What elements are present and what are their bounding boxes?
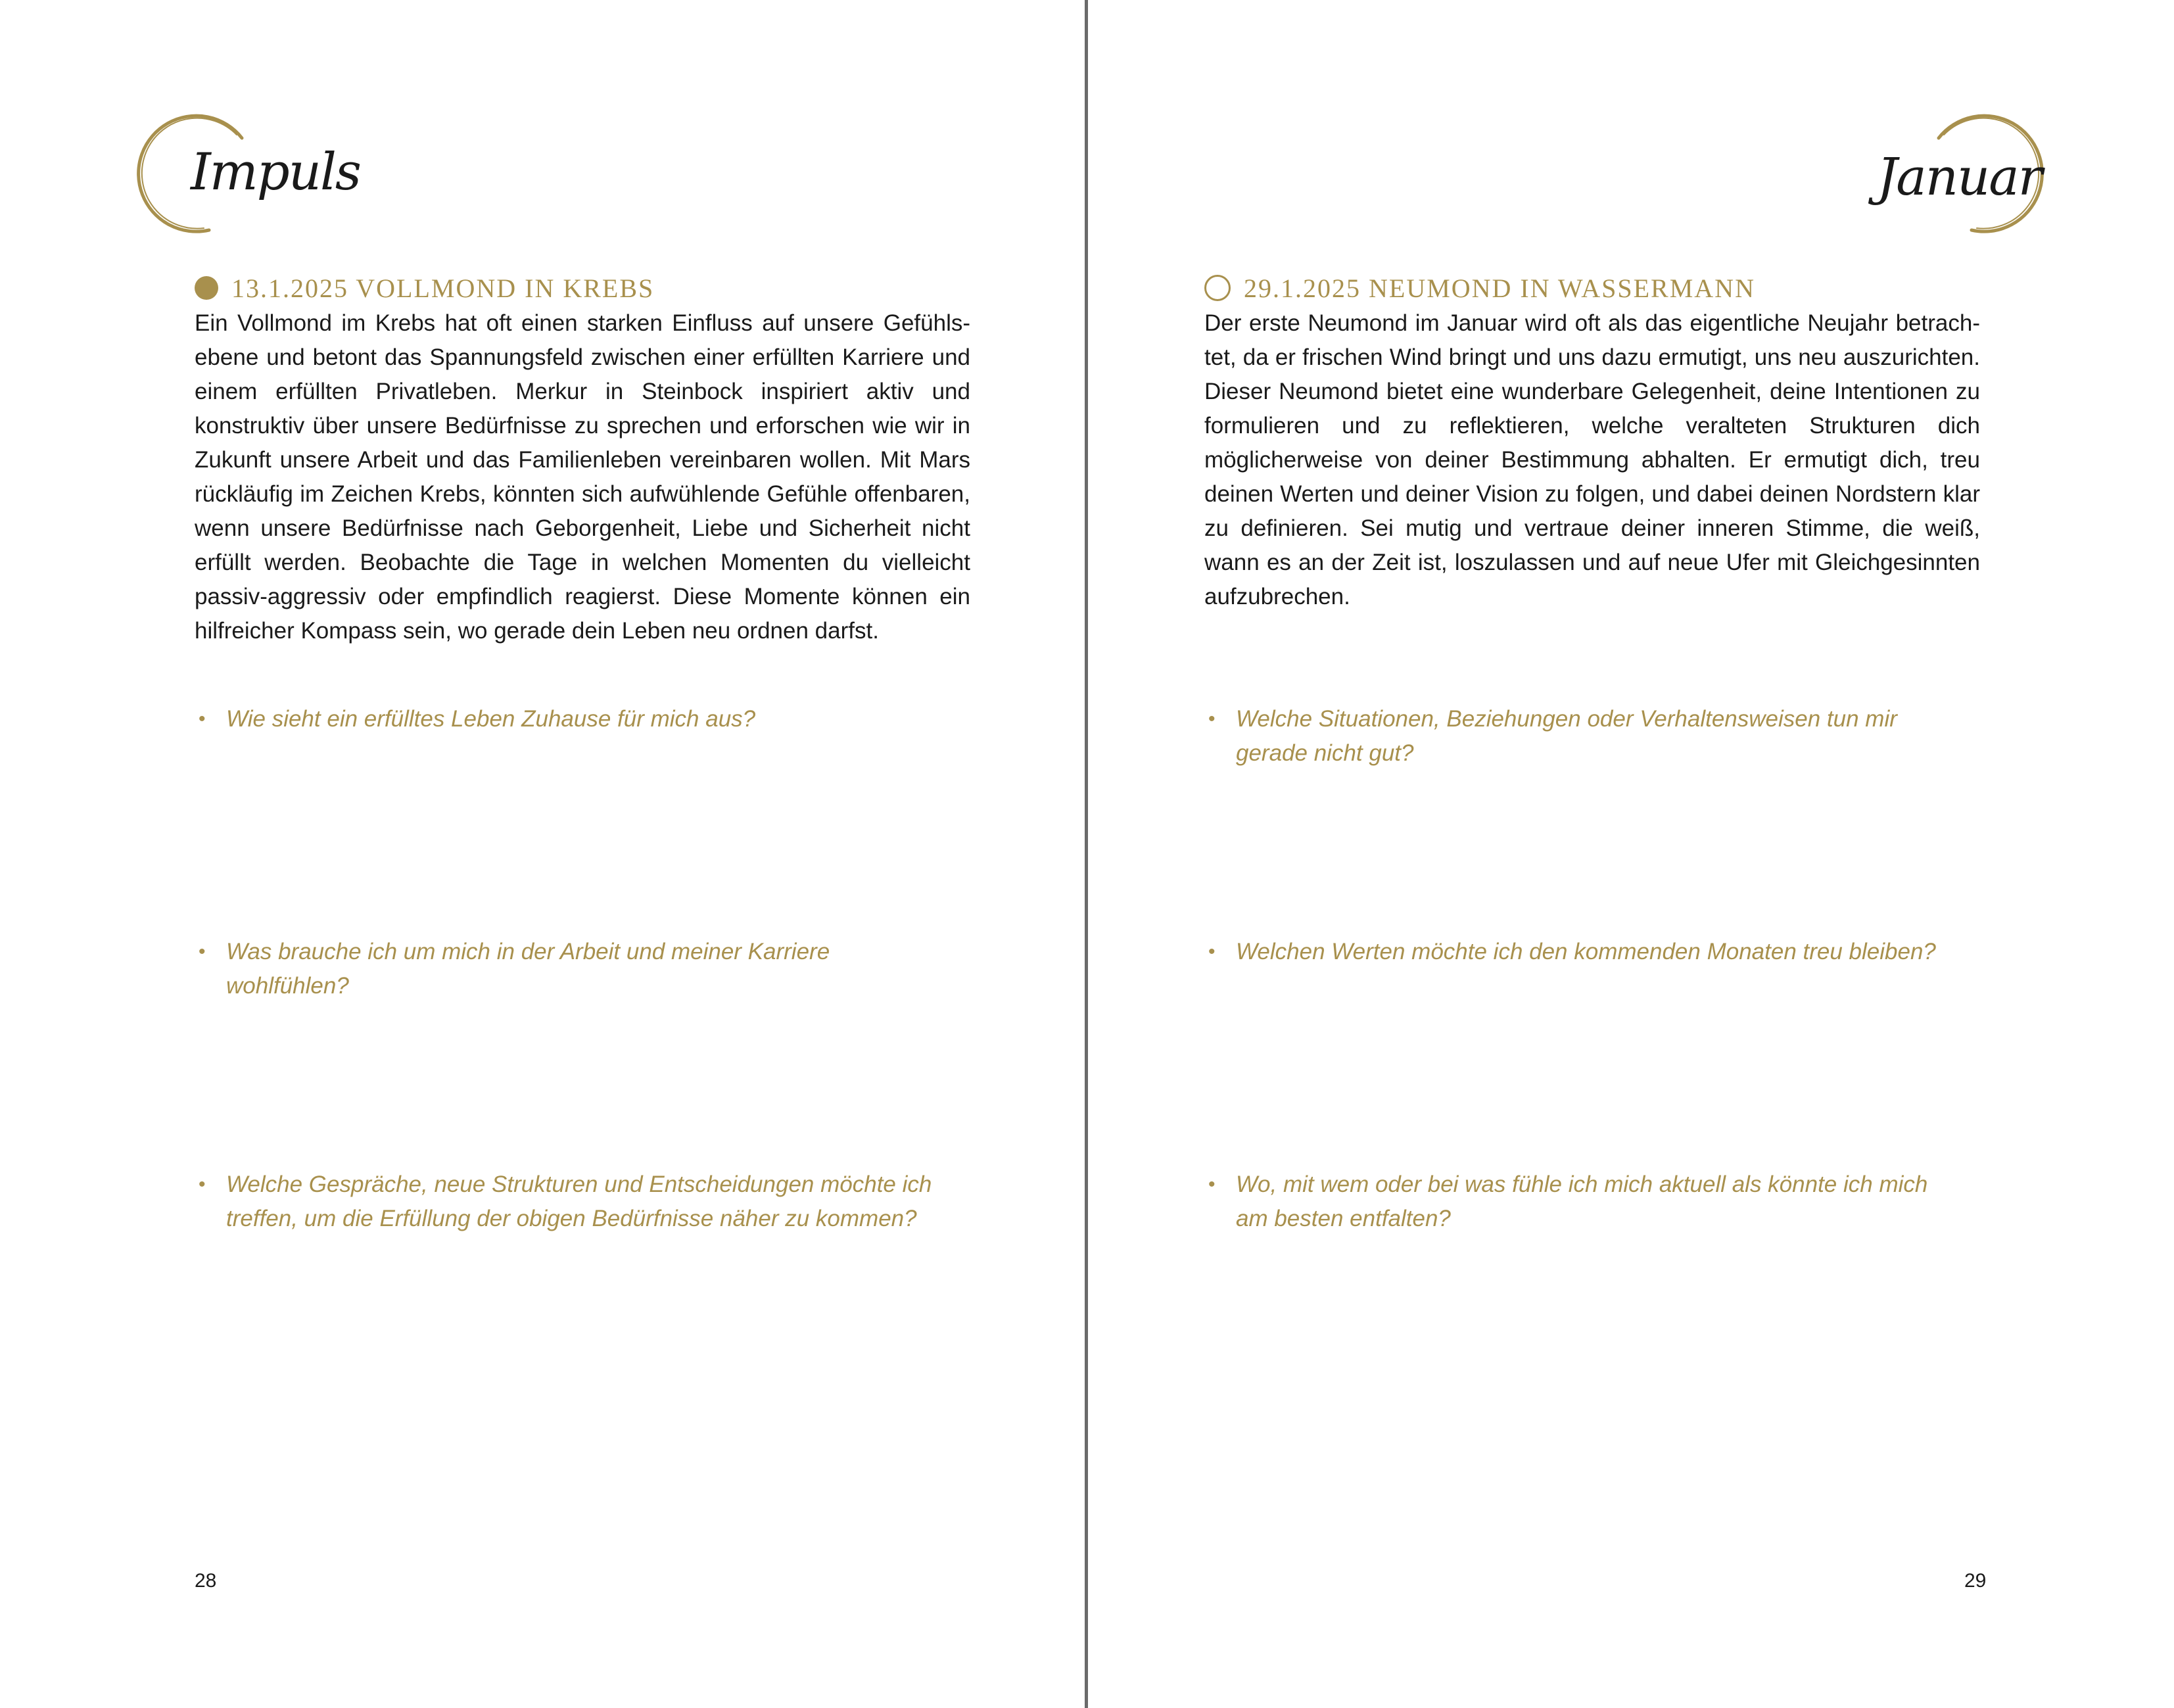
question-item (195, 935, 951, 1003)
question-text: Welche Gespräche, neue Strukturen und Entscheidungen möchte ich treffen, um die Erfüllung der obigen Bedürfnisse näher zu kommen? (226, 1172, 932, 1231)
page-number: 28 (195, 1570, 217, 1592)
januar-emblem (1877, 108, 2050, 240)
bullet-icon: • (199, 708, 206, 730)
right-page (1087, 0, 2174, 1708)
impuls-emblem (130, 108, 360, 240)
bullet-icon: • (199, 1174, 206, 1195)
section-heading (195, 271, 654, 305)
body-paragraph: Der erste Neumond im Januar wird oft als das eigentliche Neujahr betrachtet, da er frischen Wind bringt und uns dazu ermutigt, uns neu auszurichten. Dieser Neumond bietet eine wunderbare Gelegenheit, deine Intentionen zu formulieren und zu reflektieren, welche veralteten Strukturen dich möglicherweise von deiner Bestimmung abhalten. Er ermutigt dich, treu deinen Werten und deiner Vision zu folgen, und dabei deinen Nordstern klar zu definieren. Sei mutig und vertraue deiner inneren Stimme, die weiß, wann es an der Zeit ist, loszulassen und auf neue Ufer mit Gleichgesinnten aufzubrechen. (1204, 310, 1980, 609)
page-number: 29 (1964, 1570, 1987, 1592)
question-text: Was brauche ich um mich in der Arbeit und meiner Karriere wohlfühlen? (226, 939, 830, 999)
heading-text: 29.1.2025 NEUMOND IN WASSERMANN (1244, 273, 1755, 303)
section-heading (1204, 271, 1755, 305)
heading-text: 13.1.2025 VOLLMOND IN KREBS (231, 273, 655, 303)
full-moon-icon (195, 276, 218, 300)
question-text: Welchen Werten möchte ich den kommenden Monaten treu bleiben? (1236, 939, 1936, 964)
question-text: Wo, mit wem oder bei was fühle ich mich aktuell als könnte ich mich am besten entfalten? (1236, 1172, 1928, 1231)
emblem-word: Januar (1877, 148, 2042, 207)
question-item (1204, 1168, 1960, 1236)
bullet-icon: • (1208, 1174, 1216, 1195)
question-text: Wie sieht ein erfülltes Leben Zuhause für mich aus? (226, 706, 756, 732)
bullet-icon: • (199, 941, 206, 962)
question-item (1204, 702, 1960, 771)
body-paragraph: Ein Vollmond im Krebs hat oft einen starken Einfluss auf unsere Gefühlsebene und betont das Spannungsfeld zwischen einer erfüllten Karriere und einem erfüllten Privatleben. Merkur in Steinbock inspiriert aktiv und konstruktiv über unsere Bedürfnisse zu sprechen und erforschen wie wir in Zukunft unsere Arbeit und das Familienleben vereinbaren wollen. Mit Mars rückläufig im Zeichen Krebs, könnten sich aufwühlende Gefühle offenbaren, wenn unsere Bedürfnisse nach Geborgenheit, Liebe und Sicherheit nicht erfüllt werden. Beobachte die Tage in welchen Momenten du vielleicht passiv-aggressiv oder empfindlich reagierst. Diese Momente können ein hilfreicher Kompass sein, wo gerade dein Leben neu ordnen darfst. (195, 310, 970, 644)
bullet-icon: • (1208, 708, 1216, 730)
question-text: Welche Situationen, Beziehungen oder Verhaltensweisen tun mir gerade nicht gut? (1236, 706, 1897, 766)
question-item (195, 702, 951, 736)
bullet-icon: • (1208, 941, 1216, 962)
emblem-word: Impuls (191, 143, 360, 202)
question-item (195, 1168, 951, 1236)
question-item (1204, 935, 1960, 969)
new-moon-icon (1204, 275, 1231, 301)
